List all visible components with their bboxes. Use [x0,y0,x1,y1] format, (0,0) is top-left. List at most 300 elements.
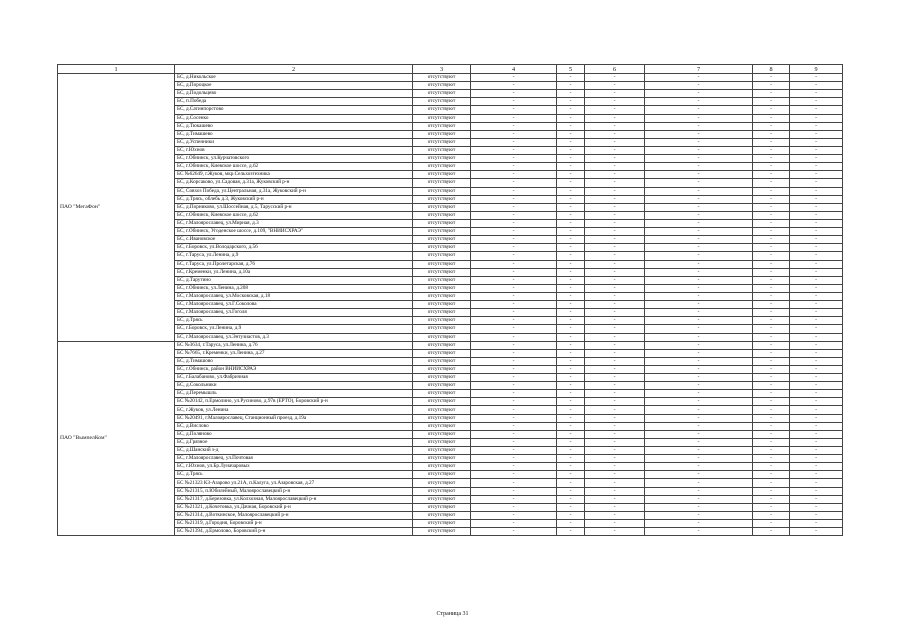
dash-cell: - [645,74,753,82]
dash-cell: - [753,252,790,260]
station-address: БС №62649, г.Жуков, мкр.Сельхозтехника [175,171,413,179]
station-address: БС №20142, п.Ермолино, ул.Русиново, д.97в (ЕРТО), Боровский р-н [175,398,413,406]
dash-cell: - [585,90,645,98]
dash-cell: - [557,106,585,114]
dash-cell: - [645,171,753,179]
dash-cell: - [645,374,753,382]
station-address: БС, г.Обнинск, Угоденское шоссе, д.109, "ВНИИСХРАЭ" [175,228,413,236]
dash-cell: - [645,122,753,130]
status-cell: отсутствуют [413,463,471,471]
dash-cell: - [645,447,753,455]
station-address: БС, д.Порниково, ул.Шоссейная, д.5, Тарусский р-н [175,203,413,211]
dash-cell: - [471,90,557,98]
dash-cell: - [471,463,557,471]
table-row [58,422,843,430]
dash-cell: - [753,114,790,122]
dash-cell: - [471,163,557,171]
dash-cell: - [557,382,585,390]
dash-cell: - [471,219,557,227]
dash-cell: - [753,98,790,106]
dash-cell: - [645,430,753,438]
dash-cell: - [585,122,645,130]
status-cell: отсутствуют [413,317,471,325]
station-address: БС №20491, г.Малоярославец, Станционный проезд, д.19а [175,414,413,422]
station-address: БС, д.Тимашево [175,130,413,138]
dash-cell: - [645,398,753,406]
dash-cell: - [585,244,645,252]
station-address: БС, д.Шанский з-д [175,447,413,455]
table-row [58,333,843,341]
dash-cell: - [790,503,843,511]
dash-cell: - [645,479,753,487]
dash-cell: - [585,301,645,309]
dash-cell: - [585,374,645,382]
dash-cell: - [557,309,585,317]
dash-cell: - [645,317,753,325]
dash-cell: - [645,503,753,511]
dash-cell: - [753,146,790,154]
dash-cell: - [471,333,557,341]
table-row [58,155,843,163]
table-row [58,74,843,82]
table-row [58,268,843,276]
status-cell: отсутствуют [413,349,471,357]
status-cell: отсутствуют [413,82,471,90]
table-row [58,219,843,227]
dash-cell: - [557,187,585,195]
dash-cell: - [557,260,585,268]
status-cell: отсутствуют [413,252,471,260]
station-address: БС, п.Победа [175,98,413,106]
status-cell: отсутствуют [413,325,471,333]
dash-cell: - [557,301,585,309]
dash-cell: - [585,276,645,284]
dash-cell: - [471,341,557,349]
dash-cell: - [471,82,557,90]
dash-cell: - [557,98,585,106]
status-cell: отсутствуют [413,114,471,122]
dash-cell: - [557,479,585,487]
table-row [58,228,843,236]
status-cell: отсутствуют [413,398,471,406]
dash-cell: - [471,438,557,446]
dash-cell: - [471,106,557,114]
dash-cell: - [645,325,753,333]
dash-cell: - [471,74,557,82]
station-address: БС, д.Трясь [175,471,413,479]
dash-cell: - [585,260,645,268]
dash-cell: - [557,422,585,430]
dash-cell: - [585,268,645,276]
dash-cell: - [753,122,790,130]
station-address: БС, д.Корсаково, ул.Садовая, д.31а, Жуковский р-н [175,179,413,187]
dash-cell: - [471,260,557,268]
table-row [58,487,843,495]
status-cell: отсутствуют [413,357,471,365]
dash-cell: - [790,187,843,195]
status-cell: отсутствуют [413,333,471,341]
dash-cell: - [790,471,843,479]
dash-cell: - [585,146,645,154]
dash-cell: - [645,487,753,495]
table-row [58,114,843,122]
dash-cell: - [557,114,585,122]
dash-cell: - [753,219,790,227]
station-address: БС, г.Обнинск, район ВНИИСХРАЭ [175,365,413,373]
table-row [58,341,843,349]
status-cell: отсутствуют [413,365,471,373]
dash-cell: - [557,471,585,479]
dash-cell: - [790,357,843,365]
dash-cell: - [471,284,557,292]
dash-cell: - [753,511,790,519]
dash-cell: - [645,260,753,268]
dash-cell: - [645,333,753,341]
dash-cell: - [645,236,753,244]
table-row [58,284,843,292]
table-row [58,195,843,203]
dash-cell: - [753,171,790,179]
station-address: БС, г.Юхнов, ул.Бр.Луначаровых [175,463,413,471]
station-address: БС, г.Юхнов [175,146,413,154]
dash-cell: - [471,349,557,357]
dash-cell: - [645,228,753,236]
dash-cell: - [753,382,790,390]
dash-cell: - [790,82,843,90]
dash-cell: - [645,309,753,317]
status-cell: отсутствуют [413,187,471,195]
status-cell: отсутствуют [413,309,471,317]
dash-cell: - [645,455,753,463]
dash-cell: - [645,252,753,260]
dash-cell: - [471,357,557,365]
status-cell: отсутствуют [413,503,471,511]
status-cell: отсутствуют [413,106,471,114]
dash-cell: - [790,349,843,357]
station-address: БС, Совхоз Победа, ул.Центральная, д.31а, Жуковский р-н [175,187,413,195]
table-row [58,471,843,479]
status-cell: отсутствуют [413,382,471,390]
dash-cell: - [585,187,645,195]
dash-cell: - [585,309,645,317]
dash-cell: - [790,301,843,309]
dash-cell: - [557,130,585,138]
dash-cell: - [471,487,557,495]
dash-cell: - [585,236,645,244]
status-cell: отсутствуют [413,179,471,187]
table-row [58,179,843,187]
dash-cell: - [557,228,585,236]
station-address: БС №3634, г.Таруса, ул.Ленина, д.76 [175,341,413,349]
dash-cell: - [753,479,790,487]
status-cell: отсутствуют [413,236,471,244]
dash-cell: - [753,260,790,268]
dash-cell: - [557,414,585,422]
dash-cell: - [471,236,557,244]
status-cell: отсутствуют [413,195,471,203]
dash-cell: - [790,463,843,471]
dash-cell: - [753,471,790,479]
dash-cell: - [557,438,585,446]
dash-cell: - [645,357,753,365]
dash-cell: - [557,171,585,179]
dash-cell: - [753,155,790,163]
dash-cell: - [471,98,557,106]
status-cell: отсутствуют [413,301,471,309]
table-row [58,430,843,438]
table-row [58,447,843,455]
dash-cell: - [557,357,585,365]
table-row [58,252,843,260]
dash-cell: - [585,219,645,227]
dash-cell: - [645,414,753,422]
dash-cell: - [557,333,585,341]
dash-cell: - [645,349,753,357]
station-address: БС, д.Поляново [175,430,413,438]
dash-cell: - [471,503,557,511]
dash-cell: - [790,171,843,179]
dash-cell: - [585,114,645,122]
dash-cell: - [557,341,585,349]
dash-cell: - [790,146,843,154]
dash-cell: - [753,106,790,114]
dash-cell: - [645,114,753,122]
dash-cell: - [753,341,790,349]
dash-cell: - [557,211,585,219]
table-row [58,325,843,333]
dash-cell: - [471,309,557,317]
dash-cell: - [585,438,645,446]
dash-cell: - [645,276,753,284]
dash-cell: - [585,382,645,390]
dash-cell: - [471,479,557,487]
status-cell: отсутствуют [413,228,471,236]
station-address: БС №7665, г.Кременки, ул.Ленина, д.27 [175,349,413,357]
dash-cell: - [471,414,557,422]
dash-cell: - [471,317,557,325]
dash-cell: - [471,365,557,373]
dash-cell: - [753,333,790,341]
dash-cell: - [557,292,585,300]
status-cell: отсутствуют [413,146,471,154]
dash-cell: - [585,390,645,398]
station-address: БС, д.Перемышль [175,390,413,398]
station-address: БС, г.Малоярославец, ул.Мирная, д.3 [175,219,413,227]
status-cell: отсутствуют [413,406,471,414]
status-cell: отсутствуют [413,487,471,495]
status-cell: отсутствуют [413,260,471,268]
table-row [58,203,843,211]
dash-cell: - [645,219,753,227]
dash-cell: - [753,463,790,471]
dash-cell: - [471,528,557,536]
dash-cell: - [585,430,645,438]
station-address: БС, д.Сатинпорстово [175,106,413,114]
dash-cell: - [753,487,790,495]
status-cell: отсутствуют [413,284,471,292]
status-cell: отсутствуют [413,414,471,422]
dash-cell: - [753,163,790,171]
dash-cell: - [753,430,790,438]
dash-cell: - [753,82,790,90]
dash-cell: - [753,276,790,284]
table-row [58,90,843,98]
dash-cell: - [645,195,753,203]
dash-cell: - [645,187,753,195]
column-header: 3 [413,65,471,74]
dash-cell: - [471,268,557,276]
dash-cell: - [645,155,753,163]
column-header: 1 [58,65,175,74]
dash-cell: - [585,511,645,519]
dash-cell: - [645,244,753,252]
dash-cell: - [645,82,753,90]
dash-cell: - [557,430,585,438]
dash-cell: - [557,236,585,244]
station-address: БС, г.Балабаново, ул.Фабричная [175,374,413,382]
dash-cell: - [645,98,753,106]
dash-cell: - [557,463,585,471]
status-cell: отсутствуют [413,138,471,146]
dash-cell: - [790,163,843,171]
status-cell: отсутствуют [413,511,471,519]
dash-cell: - [645,528,753,536]
station-address: БС, г.Таруса, ул.Ленина, д.9 [175,252,413,260]
dash-cell: - [645,495,753,503]
dash-cell: - [585,252,645,260]
dash-cell: - [753,406,790,414]
header-row [58,65,843,74]
dash-cell: - [585,179,645,187]
column-header: 8 [753,65,790,74]
dash-cell: - [557,163,585,171]
dash-cell: - [645,106,753,114]
column-header: 4 [471,65,557,74]
table-row [58,382,843,390]
station-address: БС, г.Кременки, ул.Ленина, д.10а [175,268,413,276]
table-row [58,511,843,519]
dash-cell: - [471,203,557,211]
table-row [58,171,843,179]
dash-cell: - [790,374,843,382]
dash-cell: - [557,349,585,357]
station-address: БС, д.Тюкашево [175,122,413,130]
dash-cell: - [645,422,753,430]
dash-cell: - [585,398,645,406]
dash-cell: - [645,179,753,187]
dash-cell: - [753,398,790,406]
dash-cell: - [645,284,753,292]
station-address: БС №21315, п.Юбилейный, Малоярославецкий р-н [175,487,413,495]
dash-cell: - [790,228,843,236]
dash-cell: - [645,146,753,154]
station-address: БС, г.Малоярославец, ул.Г.Соколова [175,301,413,309]
dash-cell: - [585,357,645,365]
dash-cell: - [645,390,753,398]
station-address: БС, д.Вислово [175,422,413,430]
dash-cell: - [557,203,585,211]
station-address: БС №21317, д.Березовка, ул.Колхозная, Малоярославецкий р-н [175,495,413,503]
dash-cell: - [645,511,753,519]
station-address: БС, д.Успенники [175,138,413,146]
table-row [58,479,843,487]
dash-cell: - [471,155,557,163]
column-header: 2 [175,65,413,74]
dash-cell: - [753,414,790,422]
dash-cell: - [557,390,585,398]
dash-cell: - [585,471,645,479]
station-address: БС, г.Обнинск, Киевское шоссе, д.62 [175,211,413,219]
table-row [58,98,843,106]
dash-cell: - [585,333,645,341]
dash-cell: - [790,398,843,406]
table-row [58,122,843,130]
dash-cell: - [585,211,645,219]
dash-cell: - [471,252,557,260]
dash-cell: - [645,520,753,528]
station-address: БС, г.Малоярославец, ул.Энтузиастов, д.3 [175,333,413,341]
dash-cell: - [790,236,843,244]
dash-cell: - [557,284,585,292]
station-address: БС, д.Пороцкое [175,82,413,90]
station-address: БС, д.Сокольники [175,382,413,390]
dash-cell: - [471,114,557,122]
dash-cell: - [790,317,843,325]
station-address: БС №21319, д.Городня, Боровский р-н [175,520,413,528]
station-address: БС, г.Обнинск, ул.Курчатовского [175,155,413,163]
status-cell: отсутствуют [413,455,471,463]
dash-cell: - [645,138,753,146]
dash-cell: - [557,503,585,511]
table-row [58,130,843,138]
status-cell: отсутствуют [413,374,471,382]
dash-cell: - [790,98,843,106]
dash-cell: - [753,317,790,325]
table-row [58,365,843,373]
dash-cell: - [471,187,557,195]
station-address: БС №21323 КЗ-Азарово ул.21А, п.Калуга, ул.Азаровская, д.27 [175,479,413,487]
dash-cell: - [585,82,645,90]
dash-cell: - [585,98,645,106]
dash-cell: - [753,90,790,98]
dash-cell: - [790,122,843,130]
table-row [58,244,843,252]
dash-cell: - [471,276,557,284]
station-address: БС, г.Малоярославец, ул.Гоголя [175,309,413,317]
dash-cell: - [557,398,585,406]
dash-cell: - [645,438,753,446]
dash-cell: - [790,284,843,292]
dash-cell: - [790,325,843,333]
station-address: БС, д.Подольцево [175,90,413,98]
dash-cell: - [471,292,557,300]
status-cell: отсутствуют [413,244,471,252]
dash-cell: - [471,228,557,236]
dash-cell: - [790,520,843,528]
status-cell: отсутствуют [413,203,471,211]
dash-cell: - [790,528,843,536]
station-address: БС, г.Таруса, ул.Пролетарская, д.76 [175,260,413,268]
dash-cell: - [790,130,843,138]
dash-cell: - [557,82,585,90]
status-cell: отсутствуют [413,155,471,163]
column-header: 9 [790,65,843,74]
dash-cell: - [557,374,585,382]
dash-cell: - [557,528,585,536]
dash-cell: - [790,447,843,455]
dash-cell: - [585,106,645,114]
table-row [58,309,843,317]
